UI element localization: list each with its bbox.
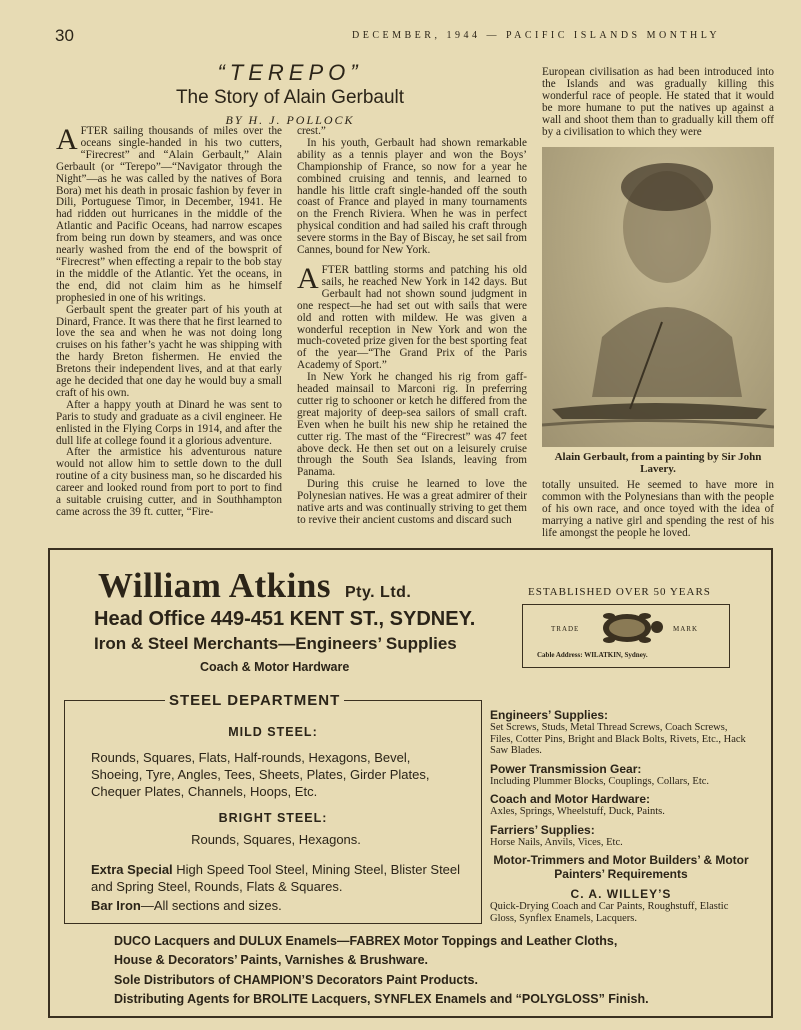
article-column-3-top — [542, 67, 774, 138]
cable-address: Cable Address: WILATKIN, Sydney. — [537, 651, 648, 659]
power-transmission-text: Including Plummer Blocks, Couplings, Collars, Etc. — [490, 775, 710, 787]
running-head: DECEMBER, 1944 — PACIFIC ISLANDS MONTHLY — [352, 30, 721, 41]
turtle-icon — [587, 609, 667, 647]
paragraph: Gerbault spent the greater part of his youth at Dinard, France. It was there that he first learned to love the sea and when he was not doing long cruises on his father’s yacht he was shipping with the hardy Breton fishermen. He envied the Bretons their independent lives, and at that early age he decided that one day he would buy a small craft of his own. — [56, 303, 282, 399]
paragraph: totally unsuited. He seemed to have more in common with the Polynesians than with the people of his own race, and once toyed with the idea of marrying a native girl and spending the rest of his life amongst the people he loved. — [542, 479, 774, 539]
portrait-caption: Alain Gerbault, from a painting by Sir John Lavery. — [554, 451, 762, 475]
ad-right-column — [490, 708, 752, 924]
ad-brand: William Atkins Pty. Ltd. — [98, 566, 412, 605]
paragraph: AFTER sailing thousands of miles over the oceans single-handed in his two cutters, “Firecrest” and “Alain Gerbault,” Alain Gerbault (or “Terepo”—“Navigator through the Night”—as he was called by the natives of Bora Bora) met his death in prosaic fashion by fever in Dili, Portuguese Timor, in December, 1941. He had ridden out hurricanes in the middle of the Atlantic and Pacific Oceans, had narrow escapes from being run down by steamers, and was once nearly washed from the end of the bowsprit of “Firecrest” when effecting a repair to the bob stay in the middle of the Atlantic. Yet the oceans, in the end, did not claim him as he himself prophesied in one of his writings. — [56, 123, 283, 304]
article-column-2 — [297, 126, 527, 527]
ad-coach-hardware: Coach & Motor Hardware — [200, 660, 350, 674]
ad-bottom-line: House & Decorators’ Paints, Varnishes & Brushware. — [114, 953, 429, 967]
article-title-block — [55, 60, 525, 128]
steel-department-heading: STEEL DEPARTMENT — [165, 692, 344, 709]
bar-iron-text: Bar Iron—All sections and sizes. — [91, 898, 282, 913]
ad-bottom-line: Distributing Agents for BROLITE Lacquers, SYNFLEX Enamels and “POLYGLOSS” Finish. — [114, 992, 649, 1006]
coach-motor-heading: Coach and Motor Hardware: — [490, 792, 651, 806]
paragraph: After the armistice his adventurous nature would not allow him to settle down to the dull routine of a city business man, so he discarded his career and looked round from port to port to find a suitable cruising cutter, and in Southhampton came across the 39 ft. cutter, “Fire- — [56, 446, 282, 518]
farriers-text: Horse Nails, Anvils, Vices, Etc. — [490, 836, 623, 848]
paragraph: In his youth, Gerbault had shown remarkable ability as a tennis player and won the Boys’ Championship of France, so now for a year he combined cruising and tennis, and learned to handle his little craft single-handed off the south coast of France and played in many tournaments on the French Riviera. When he was in perfect physical condition and had sailed his craft through severe storms in the Bay of Biscay, he set sail from Cannes, bound for New York. — [297, 136, 527, 257]
advertisement-box — [48, 548, 773, 1018]
willey-text: Quick-Drying Coach and Car Paints, Roughstuff, Elastic Gloss, Synflex Enamels, Lacquers. — [490, 901, 729, 924]
bright-steel-heading: BRIGHT STEEL: — [218, 811, 328, 825]
engineers-supplies-heading: Engineers’ Supplies: — [490, 708, 609, 722]
ad-bottom-line: Sole Distributors of CHAMPION’S Decorators Paint Products. — [114, 973, 478, 987]
paragraph: During this cruise he learned to love the Polynesian natives. He was a great admirer of their native arts and was continually striving to get them to revive their ancient customs and discard such — [297, 478, 527, 526]
paragraph: European civilisation as had been introduced into the Islands and was gradually killing this wonderful race of people. He stated that it would be more humane to put the natives up against a wall and shoot them than to gradually kill them off by a civilisation to which they were — [542, 66, 774, 138]
portrait-sketch-icon — [542, 147, 774, 447]
page-number: 30 — [55, 26, 74, 45]
trade-label: TRADE — [551, 625, 580, 633]
drop-cap: A — [56, 123, 78, 156]
ad-bottom-line: DUCO Lacquers and DULUX Enamels—FABREX Motor Toppings and Leather Cloths, — [114, 934, 618, 948]
extra-special-text: Extra Special High Speed Tool Steel, Mining Steel, Blister Steel and Spring Steel, Rounds, Flats & Squares. — [91, 862, 461, 894]
engineers-supplies-text: Set Screws, Studs, Metal Thread Screws, Coach Screws, Files, Cotter Pins, Bright and Black Bolts, Rivets, Etc., Hack Saw Blades. — [490, 722, 746, 756]
article-title: “TEREPO” — [217, 60, 363, 85]
paragraph: In New York he changed his rig from gaff-headed mainsail to Marconi rig. In preferring cutter rig to schooner or ketch he differed from the great majority of deep-sea sailors of small craft. Even when he built his new ship he retained the cutter rig. The mast of the “Firecrest” was 47 feet above deck. He then set out on a leisurely cruise through the South Sea Islands, leaving from Panama. — [297, 371, 527, 479]
ad-established: ESTABLISHED OVER 50 YEARS — [528, 586, 711, 598]
farriers-heading: Farriers’ Supplies: — [490, 822, 595, 837]
article-subtitle: The Story of Alain Gerbault — [175, 87, 405, 108]
paragraph: After a happy youth at Dinard he was sent to Paris to study and graduate as a civil engineer. He enlisted in the Flying Corps in 1914, and after the dull life at college found it a glorious adventure. — [56, 398, 282, 447]
power-transmission-heading: Power Transmission Gear: — [490, 761, 642, 776]
ad-merchants: Iron & Steel Merchants—Engineers’ Supplies — [94, 634, 457, 653]
ad-head-office: Head Office 449-451 KENT ST., SYDNEY. — [94, 608, 476, 630]
trademark-box — [522, 604, 730, 668]
paragraph: crest.” — [297, 125, 326, 137]
paragraph: AFTER battling storms and patching his old sails, he reached New York in 142 days. But Gerbault had not shown sound judgment in one respect—he had set out with sails that were old and rotten with mildew. He was given a wonderful reception in New York and won the much-coveted prize given for the best sporting feat of the year—“The Grand Prix of the Paris Academy of Sport.” — [297, 261, 527, 372]
mild-steel-heading: MILD STEEL: — [228, 725, 318, 739]
mark-label: MARK — [673, 625, 699, 633]
mild-steel-text: Rounds, Squares, Flats, Half-rounds, Hexagons, Bevel, Shoeing, Tyre, Angles, Tees, Sheets, Plates, Girder Plates, Chequer Plates, Channels, Hoops, Etc. — [91, 750, 430, 799]
willey-heading: C. A. WILLEY’S — [570, 887, 672, 901]
article-column-1 — [56, 123, 283, 519]
portrait-painting — [542, 147, 774, 447]
steel-department-box — [64, 692, 482, 924]
motor-trimmers-text: Motor-Trimmers and Motor Builders’ & Motor Painters’ Requirements — [493, 853, 749, 881]
article-column-3-bottom — [542, 480, 774, 540]
article-byline: BY H. J. POLLOCK — [225, 113, 355, 127]
bright-steel-text: Rounds, Squares, Hexagons. — [191, 832, 361, 847]
coach-motor-text: Axles, Springs, Wheelstuff, Duck, Paints. — [490, 806, 665, 817]
drop-cap: A — [297, 261, 319, 295]
